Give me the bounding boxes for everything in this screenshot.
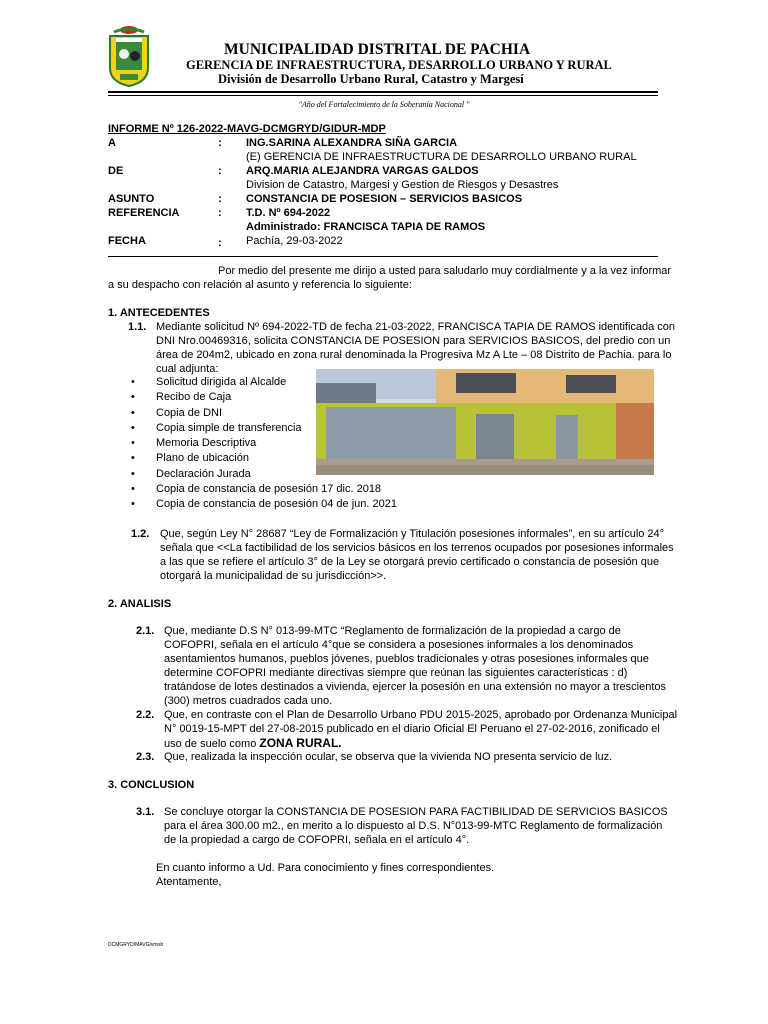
subject-label: ASUNTO [108, 193, 155, 205]
year-motto: "Año del Fortalecimiento de la Soberanía Nacional " [298, 100, 470, 109]
item-1-1-line3: área de 204m2, ubicado en zona rural denominada la Progresiva Mz A Lte – 08 Distrito de Pachia. para lo [156, 349, 672, 361]
item-1-1-line4: cual adjunta: [156, 363, 219, 375]
header-separator [108, 256, 658, 257]
list-item: • Copia de constancia de posesión 17 dic. 2018 [131, 482, 397, 497]
management-subtitle: GERENCIA DE INFRAESTRUCTURA, DESARROLLO URBANO Y RURAL [186, 58, 612, 72]
division-subtitle: División de Desarrollo Urbano Rural, Catastro y Margesí [218, 72, 524, 86]
item-2-2-line3 [164, 736, 342, 751]
intro-line2: a su despacho con relación al asunto y referencia lo siguiente: [108, 279, 412, 291]
list-item: • Copia de constancia de posesión 04 de jun. 2021 [131, 497, 397, 512]
report-number: INFORME Nº 126-2022-MAVG-DCMGRYD/GIDUR-MDP [108, 123, 386, 135]
header-rule-thin [108, 95, 658, 96]
item-2-2-line2: N° 0019-15-MPT del 27-08-2015 publicado en el diario Oficial El Peruano el 27-02-2016, zonificado el [164, 723, 660, 735]
item-1-2-line1: Que, según Ley N° 28687 “Ley de Formalización y Titulación posesiones informales”, en su artículo 24° [160, 528, 665, 540]
subject-colon: : [218, 193, 222, 205]
item-1-1-number: 1.1. [128, 321, 147, 333]
list-item: • Plano de ubicación [131, 451, 397, 466]
list-item: • Copia de DNI [131, 406, 397, 421]
to-name: ING.SARINA ALEXANDRA SIÑA GARCIA [246, 137, 458, 149]
municipal-seal-logo [106, 24, 152, 88]
list-item: • Copia simple de transferencia [131, 421, 397, 436]
subject-text: CONSTANCIA DE POSESION – SERVICIOS BASICOS [246, 193, 523, 205]
item-2-1-line5: tratándose de lotes destinados a vivienda, ejercer la posesión en una extensión no mayor a trescientos [164, 681, 667, 693]
sign-off: Atentamente, [156, 876, 222, 888]
date-colon: : [218, 237, 222, 249]
from-role: Division de Catastro, Margesi y Gestion de Riesgos y Desastres [246, 179, 559, 191]
item-2-2-line3-text: uso de suelo como [164, 738, 260, 750]
item-2-2-line1: Que, en contraste con el Plan de Desarrollo Urbano PDU 2015-2025, aprobado por Ordenanza Municipal [164, 709, 678, 721]
from-name: ARQ.MARIA ALEJANDRA VARGAS GALDOS [246, 165, 479, 177]
header-rule [108, 91, 658, 93]
date-label: FECHA [108, 235, 146, 247]
section-2-title: 2. ANALISIS [108, 598, 172, 610]
intro-line1: Por medio del presente me dirijo a usted para saludarlo muy cordialmente y a la vez informar [218, 265, 672, 277]
list-item: • Solicitud dirigida al Alcalde [131, 375, 397, 390]
item-3-1-line3: de la propiedad a cargo de COFOPRI, señala en el artículo 4°. [164, 834, 470, 846]
item-3-1-line1: Se concluye otorgar la CONSTANCIA DE POSESION PARA FACTIBILIDAD DE SERVICIOS BASICOS [164, 806, 668, 818]
section-1-title: 1. ANTECEDENTES [108, 307, 210, 319]
date-text: Pachía, 29-03-2022 [246, 235, 343, 247]
item-2-2-number: 2.2. [136, 709, 155, 721]
item-2-1-line3: asentamientos humanos, pueblos jóvenes, pueblos tradicionales y otras posesiones informales que [164, 653, 649, 665]
item-2-3-text: Que, realizada la inspección ocular, se observa que la vivienda NO presenta servicio de luz. [164, 751, 613, 763]
item-3-1-line2: para el área 300.00 m2., en merito a lo dispuesto al D.S. N°013-99-MTC Reglamento de formalización [164, 820, 663, 832]
reference-label: REFERENCIA [108, 207, 180, 219]
reference-text: T.D. Nº 694-2022 [246, 207, 331, 219]
item-1-2-line4: otorgará la municipalidad de su jurisdicción>>. [160, 570, 387, 582]
item-2-1-line6: (300) metros cuadrados cada uno. [164, 695, 333, 707]
list-item: • Memoria Descriptiva [131, 436, 397, 451]
item-1-2-line2: señala que <<La factibilidad de los servicios básicos en los terrenos ocupados por posesiones informales [160, 542, 674, 554]
to-role: (E) GERENCIA DE INFRAESTRUCTURA DE DESARROLLO URBANO RURAL [246, 151, 637, 163]
item-1-1-line1: Mediante solicitud Nº 694-2022-TD de fecha 21-03-2022, FRANCISCA TAPIA DE RAMOS identificada con [156, 321, 676, 333]
item-1-1-line2: DNI Nro.00469316, solicita CONSTANCIA DE POSESION para SERVICIOS BASICOS, del predio con un [156, 335, 671, 347]
closing-line: En cuanto informo a Ud. Para conocimiento y fines correspondientes. [156, 862, 495, 874]
list-item: • Recibo de Caja [131, 390, 397, 405]
footer-reference: DCMGRYD/MAVG/vmob [108, 942, 164, 948]
to-colon: : [218, 137, 222, 149]
item-2-1-number: 2.1. [136, 625, 155, 637]
list-item: • Declaración Jurada [131, 467, 397, 482]
section-3-title: 3. CONCLUSION [108, 779, 195, 791]
item-3-1-number: 3.1. [136, 806, 155, 818]
from-colon: : [218, 165, 222, 177]
zona-rural-emphasis: ZONA RURAL. [259, 736, 342, 750]
item-2-1-line1: Que, mediante D.S N° 013-99-MTC “Reglamento de formalización de la propiedad a cargo de [164, 625, 621, 637]
item-1-2-number: 1.2. [131, 528, 150, 540]
to-label: A [108, 137, 116, 149]
property-photo [316, 369, 654, 475]
reference-colon: : [218, 207, 222, 219]
reference-applicant: Administrado: FRANCISCA TAPIA DE RAMOS [246, 221, 486, 233]
item-2-1-line4: determine COFOPRI mediante directivas siempre que reúnan las siguientes características : d) [164, 667, 628, 679]
municipality-title: MUNICIPALIDAD DISTRITAL DE PACHIA [224, 41, 531, 58]
item-2-1-line2: COFOPRI, señala en el artículo 4°que se considera a posesiones informales a los denominados [164, 639, 634, 651]
item-1-2-line3: a las que se refiere el artículo 3° de la Ley se otorgará previo certificado o constancia de posesión que [160, 556, 660, 568]
from-label: DE [108, 165, 124, 177]
item-2-3-number: 2.3. [136, 751, 155, 763]
